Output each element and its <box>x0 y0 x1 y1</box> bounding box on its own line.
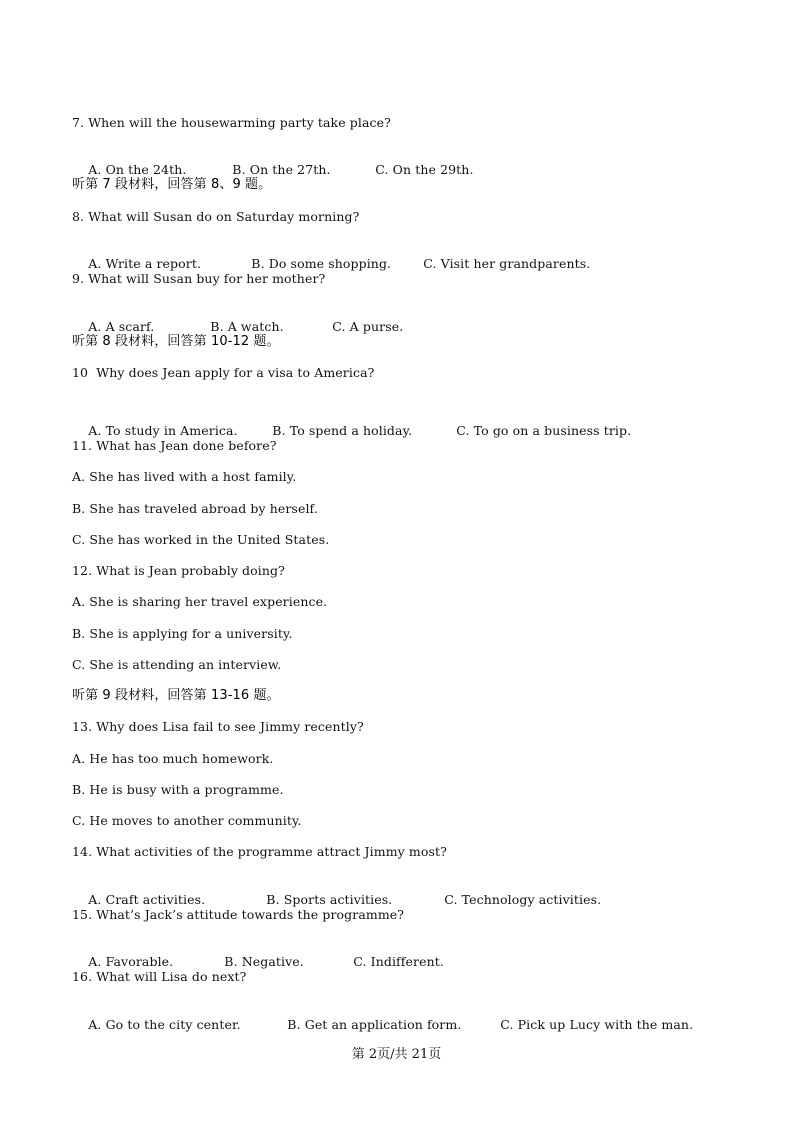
option-a: A. Favorable. <box>88 954 174 969</box>
question-16: 16. What will Lisa do next? <box>72 969 247 984</box>
section-heading-7: 听第 7 段材料，回答第 8、9 题。 <box>72 177 272 192</box>
option-a: A. She has lived with a host family. <box>72 469 297 484</box>
question-11: 11. What has Jean done before? <box>72 438 277 453</box>
option-b: B. He is busy with a programme. <box>72 782 284 797</box>
section-heading-9: 听第 9 段材料，回答第 13-16 题。 <box>72 688 280 703</box>
option-c: C. To go on a business trip. <box>456 423 632 438</box>
question-15: 15. What’s Jack’s attitude towards the programme? <box>72 907 405 922</box>
option-c: C. A purse. <box>332 319 404 334</box>
option-a: A. Craft activities. <box>88 892 206 907</box>
option-b: B. She has traveled abroad by herself. <box>72 501 318 516</box>
question-9: 9. What will Susan buy for her mother? <box>72 271 326 286</box>
option-b: B. Get an application form. <box>287 1017 462 1032</box>
section-heading-8: 听第 8 段材料，回答第 10-12 题。 <box>72 334 280 349</box>
option-b: B. To spend a holiday. <box>272 423 413 438</box>
option-a: A. Go to the city center. <box>88 1017 241 1032</box>
option-c: C. On the 29th. <box>375 162 474 177</box>
option-a: A. Write a report. <box>88 256 202 271</box>
question-10: 10 Why does Jean apply for a visa to America? <box>72 365 375 380</box>
option-c: C. Visit her grandparents. <box>423 256 591 271</box>
option-a: A. To study in America. <box>88 423 238 438</box>
page-footer: 第 2页/共 21页 <box>351 1047 442 1062</box>
option-b: B. Negative. <box>224 954 304 969</box>
option-a: A. On the 24th. <box>88 162 187 177</box>
option-b: B. She is applying for a university. <box>72 626 293 641</box>
option-c: C. She is attending an interview. <box>72 657 282 672</box>
options-16 <box>72 1001 693 1049</box>
question-7: 7. When will the housewarming party take place? <box>72 115 391 130</box>
option-c: C. Pick up Lucy with the man. <box>500 1017 694 1032</box>
option-b: B. A watch. <box>210 319 284 334</box>
option-c: C. Technology activities. <box>444 892 602 907</box>
question-8: 8. What will Susan do on Saturday morning? <box>72 209 360 224</box>
option-b: B. Do some shopping. <box>251 256 392 271</box>
question-12: 12. What is Jean probably doing? <box>72 563 285 578</box>
option-a: A. A scarf. <box>88 319 155 334</box>
question-14: 14. What activities of the programme attract Jimmy most? <box>72 844 447 859</box>
option-a: A. He has too much homework. <box>72 751 274 766</box>
option-c: C. He moves to another community. <box>72 813 302 828</box>
option-b: B. Sports activities. <box>266 892 393 907</box>
option-c: C. Indifferent. <box>353 954 444 969</box>
option-c: C. She has worked in the United States. <box>72 532 330 547</box>
option-b: B. On the 27th. <box>232 162 331 177</box>
question-13: 13. Why does Lisa fail to see Jimmy recently? <box>72 719 364 734</box>
option-a: A. She is sharing her travel experience. <box>72 594 328 609</box>
